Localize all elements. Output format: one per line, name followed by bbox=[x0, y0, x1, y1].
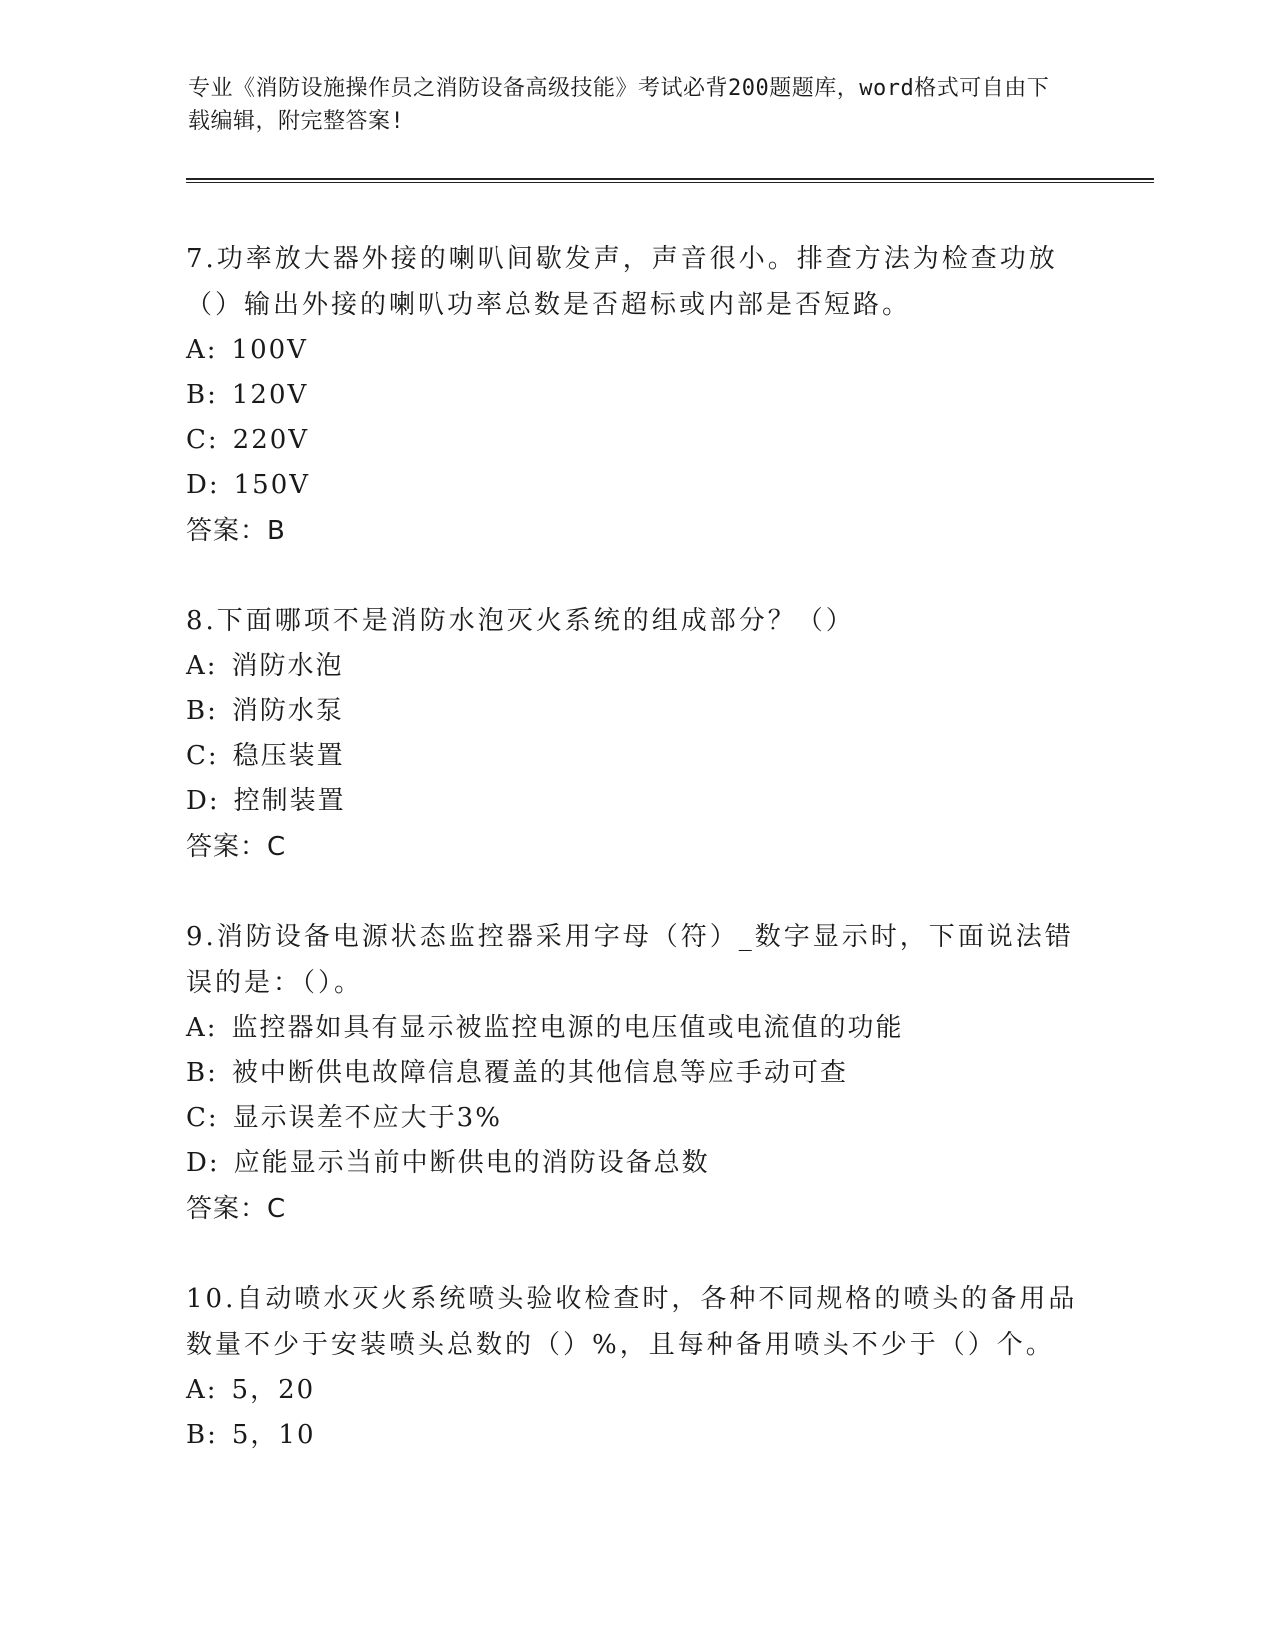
option-value: 100V bbox=[231, 335, 308, 365]
option-b: B: 5，10 bbox=[186, 1420, 316, 1450]
option-key: B bbox=[186, 1058, 208, 1088]
question-text: 9.消防设备电源状态监控器采用字母（符）_数字显示时，下面说法错误的是：（）。 bbox=[186, 922, 1074, 998]
option-value: 5，10 bbox=[231, 1420, 316, 1450]
option-c: C: 稳压装置 bbox=[186, 741, 345, 771]
option-key: A bbox=[186, 1013, 207, 1043]
document-header: 专业《消防设施操作员之消防设备高级技能》考试必背200题题库，word格式可自由下载编辑，附完整答案! bbox=[188, 76, 1050, 134]
option-key: A bbox=[186, 335, 207, 365]
question-text: 7.功率放大器外接的喇叭间歇发声，声音很小。排查方法为检查功放（）输出外接的喇叭功率总数是否超标或内部是否短路。 bbox=[186, 244, 1058, 320]
option-value: 150V bbox=[233, 470, 311, 500]
option-a: A: 监控器如具有显示被监控电源的电压值或电流值的功能 bbox=[186, 1013, 904, 1043]
option-d: D: 150V bbox=[186, 470, 311, 500]
header-divider bbox=[186, 178, 1154, 183]
option-key: D bbox=[186, 786, 209, 816]
answer-label: 答案：C bbox=[186, 832, 287, 862]
question-item bbox=[186, 598, 1086, 870]
option-key: D bbox=[186, 1148, 209, 1178]
option-key: D bbox=[186, 470, 209, 500]
option-key: B bbox=[186, 696, 208, 726]
option-b: B: 消防水泵 bbox=[186, 696, 344, 726]
option-c: C: 220V bbox=[186, 425, 310, 455]
question-list bbox=[186, 236, 1086, 1502]
option-a: A: 5，20 bbox=[186, 1375, 316, 1405]
option-key: B bbox=[186, 380, 208, 410]
option-b: B: 被中断供电故障信息覆盖的其他信息等应手动可查 bbox=[186, 1058, 848, 1088]
option-d: D: 控制装置 bbox=[186, 786, 346, 816]
answer-label: 答案：C bbox=[186, 1194, 287, 1224]
option-value: 220V bbox=[232, 425, 310, 455]
question-item bbox=[186, 914, 1086, 1232]
option-key: A bbox=[186, 651, 207, 681]
option-value: 被中断供电故障信息覆盖的其他信息等应手动可查 bbox=[231, 1058, 848, 1088]
option-b: B: 120V bbox=[186, 380, 309, 410]
option-key: C bbox=[186, 425, 208, 455]
option-value: 5，20 bbox=[231, 1375, 316, 1405]
option-a: A: 100V bbox=[186, 335, 308, 365]
question-text: 8.下面哪项不是消防水泡灭火系统的组成部分？（） bbox=[186, 606, 855, 636]
option-key: C bbox=[186, 1103, 208, 1133]
option-key: A bbox=[186, 1375, 207, 1405]
option-c: C: 显示误差不应大于3% bbox=[186, 1103, 502, 1133]
option-value: 稳压装置 bbox=[232, 741, 345, 771]
option-key: C bbox=[186, 741, 208, 771]
option-value: 控制装置 bbox=[233, 786, 346, 816]
option-a: A: 消防水泡 bbox=[186, 651, 344, 681]
option-d: D: 应能显示当前中断供电的消防设备总数 bbox=[186, 1148, 710, 1178]
question-item bbox=[186, 1276, 1086, 1458]
answer-label: 答案：B bbox=[186, 516, 286, 546]
option-value: 显示误差不应大于3% bbox=[232, 1103, 502, 1133]
question-item bbox=[186, 236, 1086, 554]
option-value: 120V bbox=[231, 380, 309, 410]
option-key: B bbox=[186, 1420, 208, 1450]
option-value: 监控器如具有显示被监控电源的电压值或电流值的功能 bbox=[231, 1013, 904, 1043]
question-text: 10.自动喷水灭火系统喷头验收检查时，各种不同规格的喷头的备用品数量不少于安装喷头总数的（）%，且每种备用喷头不少于（）个。 bbox=[186, 1284, 1078, 1360]
option-value: 消防水泵 bbox=[231, 696, 344, 726]
option-value: 应能显示当前中断供电的消防设备总数 bbox=[233, 1148, 710, 1178]
option-value: 消防水泡 bbox=[231, 651, 344, 681]
